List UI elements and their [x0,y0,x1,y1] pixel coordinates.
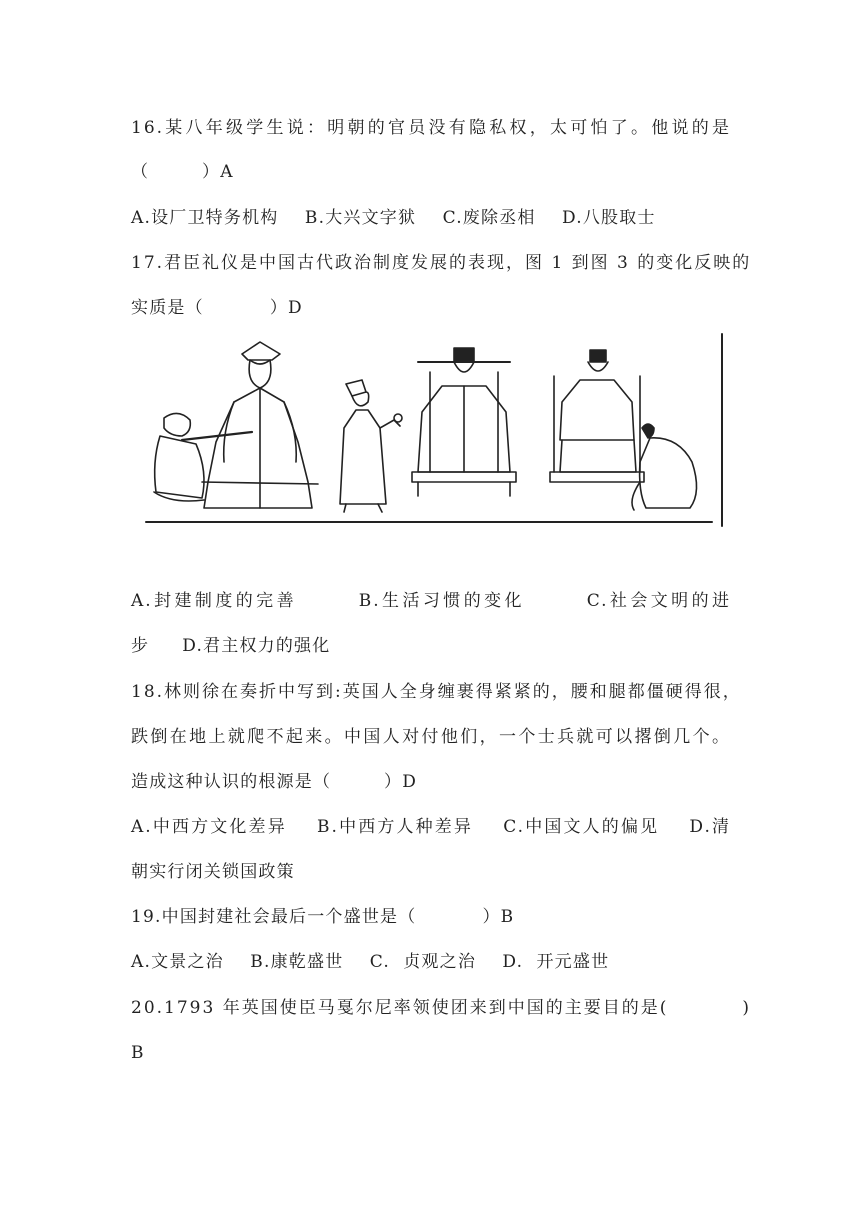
q17-answer: 实质是（ ）D [131,298,303,318]
q16-options: A.设厂卫特务机构 B.大兴文字狱 C.废除丞相 D.八股取士 [131,208,656,228]
q20-answer: B [131,1043,145,1063]
q17-options-line2: 步 D.君主权力的强化 [131,636,331,656]
figure-3-kowtowing-minister [632,424,697,510]
q17-options-line1: A.封建制度的完善 B.生活习惯的变化 C.社会文明的进 [131,591,731,611]
figure-2-throne-ruler [412,348,516,496]
figure-1-kneeling-minister [154,413,252,501]
q18-stem-line2: 跌倒在地上就爬不起来。中国人对付他们，一个士兵就可以撂倒几个。 [131,727,731,747]
q18-options-line1: A.中西方文化差异 B.中西方人种差异 C.中国文人的偏见 D.清 [131,817,731,837]
figure-3-seated-ruler [550,350,644,482]
q17-stem: 17.君臣礼仪是中国古代政治制度发展的表现，图 1 到图 3 的变化反映的 [131,253,752,273]
q18-options-line2: 朝实行闭关锁国政策 [131,862,295,882]
q20-stem: 20.1793 年英国使臣马戛尔尼率领使团来到中国的主要目的是( ) [131,998,752,1018]
court-etiquette-figure [142,332,726,530]
q16-stem: 16.某八年级学生说：明朝的官员没有隐私权，太可怕了。他说的是 [131,118,731,138]
q18-stem-line3: 造成这种认识的根源是（ ）D [131,772,418,792]
figure-1-seated-ruler [202,342,318,508]
q18-stem-line1: 18.林则徐在奏折中写到:英国人全身缠裹得紧紧的，腰和腿都僵硬得很， [131,682,742,702]
q19-options: A.文景之治 B.康乾盛世 C. 贞观之治 D. 开元盛世 [131,952,610,972]
standing-attendant [340,380,402,512]
q16-answer: （ ）A [131,162,234,182]
q19-stem: 19.中国封建社会最后一个盛世是（ ）B [131,907,515,927]
